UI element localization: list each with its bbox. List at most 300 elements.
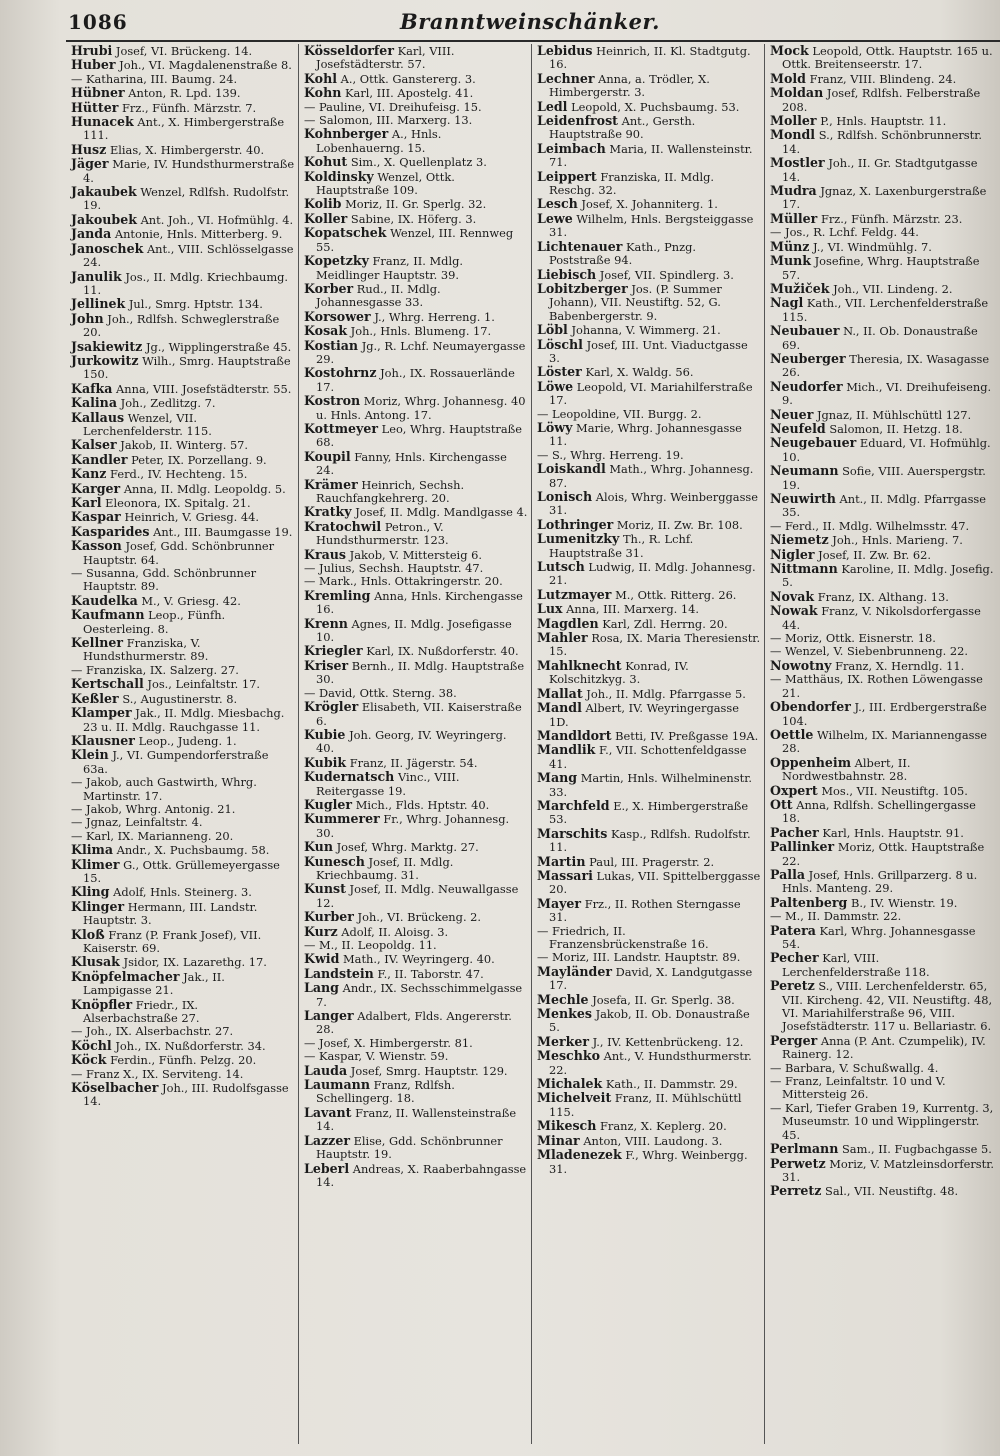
- entry-name: Peretz: [770, 978, 815, 994]
- entry-address: Leinfaltstr. 4.: [125, 815, 203, 830]
- entry-name: Michalek: [537, 1076, 603, 1092]
- entry-address: Franz, II. Jägerstr. 54.: [349, 755, 478, 770]
- entry-name: Kalser: [71, 437, 117, 453]
- entry-address: Jul., Smrg. Hptstr. 134.: [128, 297, 263, 312]
- entry-name: Janda: [71, 226, 112, 242]
- entry-name: Kriegler: [304, 643, 363, 659]
- directory-entry: [770, 1062, 995, 1075]
- directory-entry: [71, 636, 295, 664]
- entry-address: Ant., II. Mdlg. Pfarrgasse 35.: [782, 492, 986, 520]
- entry-name: Perger: [770, 1032, 818, 1048]
- entry-name: — Salomon,: [304, 113, 373, 128]
- directory-entry: [770, 296, 995, 324]
- entry-address: Jgnaz, X. Laxenburgerstraße 17.: [782, 184, 987, 212]
- entry-address: Franz, V. Nikolsdorfergasse 44.: [782, 604, 981, 632]
- entry-name: Oxpert: [770, 782, 818, 798]
- directory-entry: [537, 560, 761, 588]
- entry-name: Kasson: [71, 538, 122, 554]
- entry-name: Pallinker: [770, 839, 835, 855]
- entry-address: Gdd. Schönbrunner Hauptstr. 89.: [83, 566, 257, 594]
- entry-address: VII. Burgg. 2.: [623, 406, 702, 421]
- entry-address: Fr., Whrg. Johannesg. 30.: [316, 812, 510, 840]
- entry-name: Lonisch: [537, 489, 593, 504]
- entry-address: F., Whrg. Weinbergg. 31.: [549, 1148, 748, 1176]
- directory-entry: [537, 408, 761, 421]
- directory-entry: [304, 127, 528, 155]
- directory-entry: [770, 282, 995, 296]
- entry-address: Franz, X. Keplerg. 20.: [600, 1119, 727, 1134]
- directory-entry: [304, 72, 528, 86]
- directory-entry: [770, 114, 995, 128]
- entry-name: — Friedrich,: [537, 923, 610, 938]
- entry-address: Sal., VII. Neustiftg. 48.: [825, 1184, 959, 1199]
- page-number: 1086: [68, 10, 128, 34]
- entry-address: Anna, Rdlfsh. Schellingergasse 18.: [782, 797, 976, 826]
- entry-address: V. Schußwallg. 4.: [839, 1060, 939, 1075]
- directory-entry: [71, 185, 295, 213]
- directory-entry: [537, 197, 761, 211]
- entry-name: Janoschek: [71, 240, 144, 256]
- entry-address: A., Hnls. Lobenhauerng. 15.: [316, 127, 442, 155]
- entry-name: Neufeld: [770, 420, 826, 436]
- directory-entry: [770, 673, 995, 700]
- entry-name: Kraus: [304, 546, 346, 562]
- entry-address: J., VI. Gumpendorferstraße 63a.: [83, 748, 269, 776]
- directory-entry: [304, 310, 528, 324]
- entry-address: Joh., Hnls. Marieng. 7.: [832, 533, 963, 548]
- entry-address: Wenzel, III. Rennweg 55.: [316, 226, 514, 254]
- directory-entry: [304, 925, 528, 939]
- directory-entry: [304, 226, 528, 254]
- entry-name: Moldan: [770, 85, 824, 101]
- entry-address: Eleonora, IX. Spitalg. 21.: [105, 496, 251, 510]
- directory-entry: [770, 156, 995, 184]
- entry-address: Franziska, II. Mdlg. Reschg. 32.: [549, 169, 715, 198]
- directory-entry: [304, 770, 528, 798]
- directory-entry: [537, 855, 761, 869]
- entry-name: Krögler: [304, 699, 359, 715]
- entry-name: Kellner: [71, 635, 124, 651]
- entry-name: Neumann: [770, 463, 839, 479]
- entry-name: Hrubi: [71, 44, 113, 58]
- entry-address: IX. Salzerg. 27.: [149, 662, 239, 677]
- entry-name: Kallaus: [71, 409, 125, 425]
- entry-address: Josef, II. Zw. Br. 62.: [818, 547, 931, 562]
- entry-address: Moriz, II. Gr. Sperlg. 32.: [345, 197, 487, 212]
- entry-name: Kandler: [71, 451, 128, 467]
- directory-entry: [770, 324, 995, 352]
- entry-address: Leop., Fünfh. Oesterleing. 8.: [83, 608, 226, 636]
- directory-entry: [537, 799, 761, 827]
- entry-address: Joh., VII. Lindeng. 2.: [833, 281, 953, 296]
- entry-address: Adolf, II. Aloisg. 3.: [341, 924, 449, 939]
- entry-address: Karl, Zdl. Herrng. 20.: [602, 616, 728, 631]
- entry-address: Frz., Fünfh. Märzstr. 7.: [121, 100, 257, 115]
- entry-address: Andreas, X. Raaberbahngasse 14.: [316, 1161, 527, 1189]
- entry-address: Marie, IV. Hundsthurmerstraße 4.: [83, 157, 295, 185]
- entry-address: Andr., IX. Sechsschimmelgasse 7.: [316, 981, 523, 1009]
- directory-entry: [770, 548, 995, 562]
- directory-entry: [537, 490, 761, 518]
- directory-entry: [537, 380, 761, 408]
- directory-entry: [770, 1184, 995, 1198]
- entry-address: Wenzel, Rdlfsh. Rudolfstr. 19.: [83, 185, 290, 213]
- entry-name: Kopatschek: [304, 225, 387, 241]
- entry-address: Jakob, II. Ob. Donaustraße 5.: [549, 1007, 750, 1035]
- entry-address: Ant., V. Hundsthurmerstr. 22.: [549, 1049, 752, 1077]
- entry-name: Nowak: [770, 603, 818, 619]
- entry-address: G., Ottk. Grüllemeyergasse 15.: [83, 857, 280, 885]
- entry-address: B., IV. Wienstr. 19.: [850, 895, 958, 910]
- entry-name: Knöpfler: [71, 996, 133, 1012]
- directory-entry: [770, 562, 995, 590]
- entry-address: Jos., Leinfaltstr. 17.: [147, 677, 261, 692]
- directory-entry: [537, 659, 761, 687]
- entry-name: Löwy: [537, 419, 573, 435]
- directory-entry: [71, 143, 295, 157]
- directory-entry: [304, 798, 528, 812]
- entry-name: Martin: [537, 853, 586, 869]
- entry-address: Anton, VIII. Laudong. 3.: [583, 1133, 723, 1148]
- directory-entry: [71, 928, 295, 956]
- entry-address: Mich., VI. Dreihufeiseng. 9.: [782, 379, 992, 408]
- entry-address: Kasp., Rdlfsh. Rudolfstr. 11.: [549, 826, 751, 855]
- entry-address: Sechsh. Hauptstr. 47.: [358, 561, 484, 576]
- entry-name: Klamper: [71, 705, 132, 721]
- directory-entry: [304, 86, 528, 100]
- entry-name: Jellinek: [71, 296, 126, 312]
- directory-entry: [770, 44, 995, 72]
- directory-entry: [71, 525, 295, 539]
- directory-entry: [304, 1162, 528, 1190]
- entry-name: Kummerer: [304, 811, 380, 827]
- directory-entry: [770, 840, 995, 868]
- entry-name: Kopetzky: [304, 253, 369, 269]
- entry-name: Laumann: [304, 1077, 370, 1093]
- entry-address: Joh., Zedlitzg. 7.: [120, 396, 216, 411]
- entry-address: Jgnaz, II. Mühlschüttl 127.: [816, 407, 972, 422]
- directory-entry: [770, 868, 995, 896]
- entry-address: Joh. Georg, IV. Weyringerg. 40.: [316, 727, 507, 756]
- directory-entry: [770, 72, 995, 86]
- directory-entry: [537, 631, 761, 659]
- directory-entry: [71, 748, 295, 776]
- directory-entry: [304, 548, 528, 562]
- directory-entry: [304, 855, 528, 883]
- directory-entry: [537, 100, 761, 114]
- entry-name: Mondl: [770, 127, 816, 143]
- directory-entry: [770, 951, 995, 979]
- directory-entry: [537, 518, 761, 532]
- directory-entry: [537, 365, 761, 379]
- column-1: [66, 44, 299, 1444]
- directory-entry: [304, 1106, 528, 1134]
- entry-address: Wilhelm, Hnls. Bergsteiggasse 31.: [549, 211, 754, 240]
- entry-name: — S.,: [537, 447, 567, 462]
- entry-name: Klusak: [71, 954, 120, 970]
- entry-address: Jos. (P. Summer Johann), VII. Neustiftg. 52, G. Babenbergerstr. 9.: [549, 281, 722, 323]
- directory-entry: [537, 44, 761, 72]
- entry-address: Sim., X. Quellenplatz 3.: [350, 155, 487, 170]
- directory-entry: [304, 212, 528, 226]
- entry-address: Karl, X. Waldg. 56.: [585, 365, 694, 380]
- entry-name: — Jakob,: [71, 775, 123, 790]
- directory-entry: [537, 951, 761, 964]
- entry-address: Betti, IV. Preßgasse 19A.: [615, 728, 759, 743]
- directory-entry: [537, 827, 761, 855]
- directory-entry: [770, 226, 995, 239]
- directory-entry: [770, 700, 995, 728]
- directory-entry: [71, 382, 295, 396]
- entry-name: — David,: [304, 685, 356, 700]
- entry-address: S., VIII. Lerchenfelderstr. 65, VII. Kircheng. 42, VII. Neustiftg. 48, VI. Mariahilferstraße 96, VIII. Josefstädterstr. 117 u. Bellariastr. 6.: [782, 979, 993, 1034]
- entry-address: Martin, Hnls. Wilhelminenstr. 33.: [549, 771, 753, 799]
- entry-name: — M.,: [770, 909, 804, 924]
- entry-address: Albert, IV. Weyringergasse 1D.: [549, 701, 739, 729]
- directory-entry: [304, 282, 528, 310]
- entry-name: Kratochwil: [304, 518, 382, 534]
- entry-name: Kaudelka: [71, 592, 138, 608]
- entry-address: Joh., II. Gr. Stadtgutgasse 14.: [782, 156, 978, 184]
- entry-name: Kafka: [71, 380, 113, 396]
- entry-address: Friedr., IX. Alserbachstraße 27.: [83, 997, 200, 1026]
- directory-entry: [537, 869, 761, 897]
- entry-address: Ant., Gersth. Hauptstraße 90.: [549, 114, 696, 142]
- directory-entry: [71, 270, 295, 298]
- entry-name: — Moriz,: [770, 631, 823, 646]
- entry-address: Jakob, II. Winterg. 57.: [120, 438, 249, 453]
- entry-name: Nittmann: [770, 561, 838, 577]
- directory-entry: [537, 421, 761, 449]
- directory-entry: [71, 312, 295, 340]
- entry-address: Fanny, Hnls. Kirchengasse 24.: [316, 449, 507, 478]
- entry-name: Nagl: [770, 295, 804, 311]
- entry-address: Josef, Whrg. Marktg. 27.: [336, 840, 479, 855]
- entry-name: Mallat: [537, 685, 583, 701]
- entry-name: Leimbach: [537, 140, 606, 156]
- entry-name: Klausner: [71, 732, 135, 748]
- entry-name: Kling: [71, 884, 110, 900]
- entry-name: — Jgnaz,: [71, 815, 122, 830]
- directory-entry: [770, 798, 995, 826]
- entry-name: Minar: [537, 1132, 580, 1148]
- entry-name: Hunacek: [71, 114, 134, 130]
- directory-entry: [71, 843, 295, 857]
- entry-name: Lesch: [537, 196, 578, 212]
- entry-address: Ant., X. Himbergerstraße 111.: [83, 115, 285, 143]
- directory-entry: [770, 896, 995, 910]
- directory-entry: [770, 408, 995, 422]
- column-2: [299, 44, 532, 1444]
- entry-name: Marchfeld: [537, 797, 610, 813]
- directory-entry: [537, 1035, 761, 1049]
- directory-entry: [537, 701, 761, 729]
- entry-name: Janulik: [71, 268, 122, 284]
- directory-entry: [304, 589, 528, 617]
- entry-address: Sofie, VIII. Auerspergstr. 19.: [782, 464, 986, 492]
- entry-address: F., II. Taborstr. 47.: [377, 966, 484, 981]
- directory-entry: [71, 539, 295, 567]
- entry-name: Korber: [304, 280, 354, 296]
- entry-address: Josef, II. Mdlg. Kriechbaumg. 31.: [316, 854, 454, 882]
- directory-entry: [770, 590, 995, 604]
- directory-entry: [770, 1157, 995, 1185]
- directory-entry: [304, 562, 528, 575]
- directory-entry: [71, 594, 295, 608]
- directory-entry: [71, 816, 295, 829]
- entry-name: Mayer: [537, 895, 582, 911]
- entry-name: Knöpfelmacher: [71, 968, 180, 984]
- directory-entry: [537, 897, 761, 925]
- entry-name: — Franz X.,: [71, 1066, 139, 1081]
- entry-name: Mechle: [537, 991, 589, 1007]
- entry-address: Joh., VI. Magdalenenstraße 8.: [119, 58, 292, 73]
- entry-address: II. Franzensbrückenstraße 16.: [549, 923, 709, 951]
- entry-name: Kunesch: [304, 853, 365, 869]
- directory-entry: [304, 575, 528, 588]
- entry-address: Jak., II. Lampigasse 21.: [83, 969, 225, 998]
- entry-name: Munk: [770, 253, 811, 269]
- entry-address: Moriz, Ottk. Hauptstraße 22.: [782, 840, 985, 868]
- entry-address: J., Whrg. Herreng. 1.: [374, 309, 495, 324]
- entry-name: Kostian: [304, 337, 359, 353]
- entry-name: Mikesch: [537, 1118, 597, 1134]
- directory-entry: [537, 1148, 761, 1176]
- directory-entry: [71, 900, 295, 928]
- entry-name: Neubauer: [770, 323, 840, 339]
- directory-entry: [537, 240, 761, 268]
- entry-address: III. Marxerg. 13.: [376, 113, 473, 128]
- entry-name: Kohn: [304, 85, 342, 101]
- directory-entry: [71, 510, 295, 524]
- entry-name: — Matthäus,: [770, 672, 844, 687]
- entry-name: Mladenezek: [537, 1147, 622, 1163]
- directory-entry: [537, 462, 761, 490]
- directory-entry: [770, 659, 995, 673]
- entry-address: M., V. Griesg. 42.: [141, 593, 241, 608]
- directory-entry: [71, 1039, 295, 1053]
- entry-name: Koldinsky: [304, 168, 374, 184]
- directory-entry: [770, 380, 995, 408]
- entry-address: Jak., II. Mdlg. Miesbachg. 23 u. II. Mdlg. Rauchgasse 11.: [83, 706, 285, 734]
- directory-entry: [304, 505, 528, 519]
- entry-address: Leinfaltstr. 10 und V. Mittersteig 26.: [782, 1074, 946, 1102]
- entry-name: Lavant: [304, 1104, 352, 1120]
- directory-entry: [304, 967, 528, 981]
- entry-name: Kudernatsch: [304, 769, 395, 785]
- entry-address: Franz, II. Wallensteinstraße 14.: [316, 1105, 517, 1134]
- directory-entry: [71, 706, 295, 734]
- entry-name: Mayländer: [537, 963, 612, 979]
- directory-entry: [304, 339, 528, 367]
- directory-entry: [770, 436, 995, 464]
- entry-address: Peter, IX. Porzellang. 9.: [131, 452, 267, 467]
- entry-address: Adolf, Hnls. Steinerg. 3.: [113, 885, 252, 900]
- entry-name: Kostohrnz: [304, 365, 377, 381]
- entry-address: Josef, VI. Brückeng. 14.: [115, 44, 253, 58]
- entry-address: Jakob, V. Mittersteig 6.: [349, 547, 482, 562]
- entry-address: Adalbert, Flds. Angererstr. 28.: [316, 1009, 512, 1037]
- entry-name: Menkes: [537, 1006, 592, 1022]
- entry-name: John: [71, 310, 104, 326]
- entry-address: Joh., IX. Nußdorferstr. 34.: [115, 1038, 266, 1053]
- directory-entry: [537, 142, 761, 170]
- entry-name: Kanz: [71, 466, 107, 482]
- directory-entry: [71, 73, 295, 86]
- entry-address: Jos., II. Mdlg. Kriechbaumg. 11.: [83, 269, 289, 297]
- directory-entry: [71, 213, 295, 227]
- entry-name: Kratky: [304, 504, 352, 520]
- entry-name: Lux: [537, 601, 563, 617]
- entry-name: Kasparides: [71, 523, 150, 539]
- directory-entry: [71, 803, 295, 816]
- entry-name: Ledl: [537, 98, 568, 114]
- entry-name: Nigler: [770, 546, 815, 562]
- directory-entry: [537, 993, 761, 1007]
- entry-name: Kloß: [71, 926, 105, 942]
- directory-entry: [770, 979, 995, 1034]
- directory-entry: [304, 366, 528, 394]
- entry-name: Merker: [537, 1033, 589, 1049]
- entry-address: Frz., II. Rothen Sterngasse 31.: [549, 896, 741, 925]
- entry-name: Massari: [537, 867, 593, 883]
- directory-entry: [537, 1007, 761, 1035]
- entry-name: Pacher: [770, 824, 819, 840]
- entry-address: Karl, Whrg. Johannesgasse 54.: [782, 923, 976, 951]
- entry-address: Lukas, VII. Spittelberggasse 20.: [549, 868, 761, 897]
- directory-entry: [71, 115, 295, 143]
- entry-name: — M.,: [304, 938, 338, 952]
- column-4: [765, 44, 998, 1444]
- entry-address: Heinrich, II. Kl. Stadtgutg. 16.: [549, 44, 751, 72]
- directory-entry: [770, 910, 995, 923]
- entry-address: Jg., Wipplingerstraße 45.: [145, 339, 292, 354]
- entry-address: Theresia, IX. Wasagasse 26.: [782, 351, 990, 380]
- entry-name: Lauda: [304, 1062, 348, 1078]
- entry-address: P., Hnls. Hauptstr. 11.: [820, 114, 947, 129]
- entry-name: Neudorfer: [770, 378, 843, 394]
- entry-name: Kertschall: [71, 676, 144, 692]
- directory-entry: [71, 44, 295, 58]
- entry-address: Josef, Smrg. Hauptstr. 129.: [350, 1063, 508, 1078]
- entry-address: Hnls. Ottakringerstr. 20.: [360, 574, 503, 589]
- entry-address: Th., R. Lchf. Hauptstraße 31.: [549, 532, 694, 560]
- entry-address: J., IV. Kettenbrückeng. 12.: [592, 1034, 744, 1049]
- directory-entry: [304, 422, 528, 450]
- entry-address: Karl, VIII. Lerchenfelderstraße 118.: [782, 951, 930, 979]
- entry-address: David, X. Landgutgasse 17.: [549, 964, 753, 993]
- entry-name: Löwe: [537, 378, 574, 394]
- entry-address: Wilh., Smrg. Hauptstraße 150.: [83, 353, 291, 382]
- directory-entry: [71, 396, 295, 410]
- entry-name: — Jakob,: [71, 801, 123, 816]
- directory-entry: [770, 756, 995, 784]
- directory-entry: [770, 1075, 995, 1102]
- directory-entry: [304, 700, 528, 728]
- entry-name: Löschl: [537, 336, 583, 352]
- entry-name: Jakaubek: [71, 184, 137, 200]
- entry-address: Joh., III. Rudolfsgasse 14.: [83, 1081, 289, 1109]
- entry-address: Franz, VIII. Blindeng. 24.: [809, 71, 957, 86]
- entry-name: Jakoubek: [71, 211, 137, 227]
- directory-entry: [537, 1119, 761, 1133]
- directory-entry: [537, 72, 761, 100]
- entry-name: Lazzer: [304, 1132, 350, 1148]
- entry-name: Leippert: [537, 168, 597, 184]
- directory-entry: [537, 170, 761, 198]
- entry-name: Meschko: [537, 1048, 600, 1064]
- directory-entry: [304, 324, 528, 338]
